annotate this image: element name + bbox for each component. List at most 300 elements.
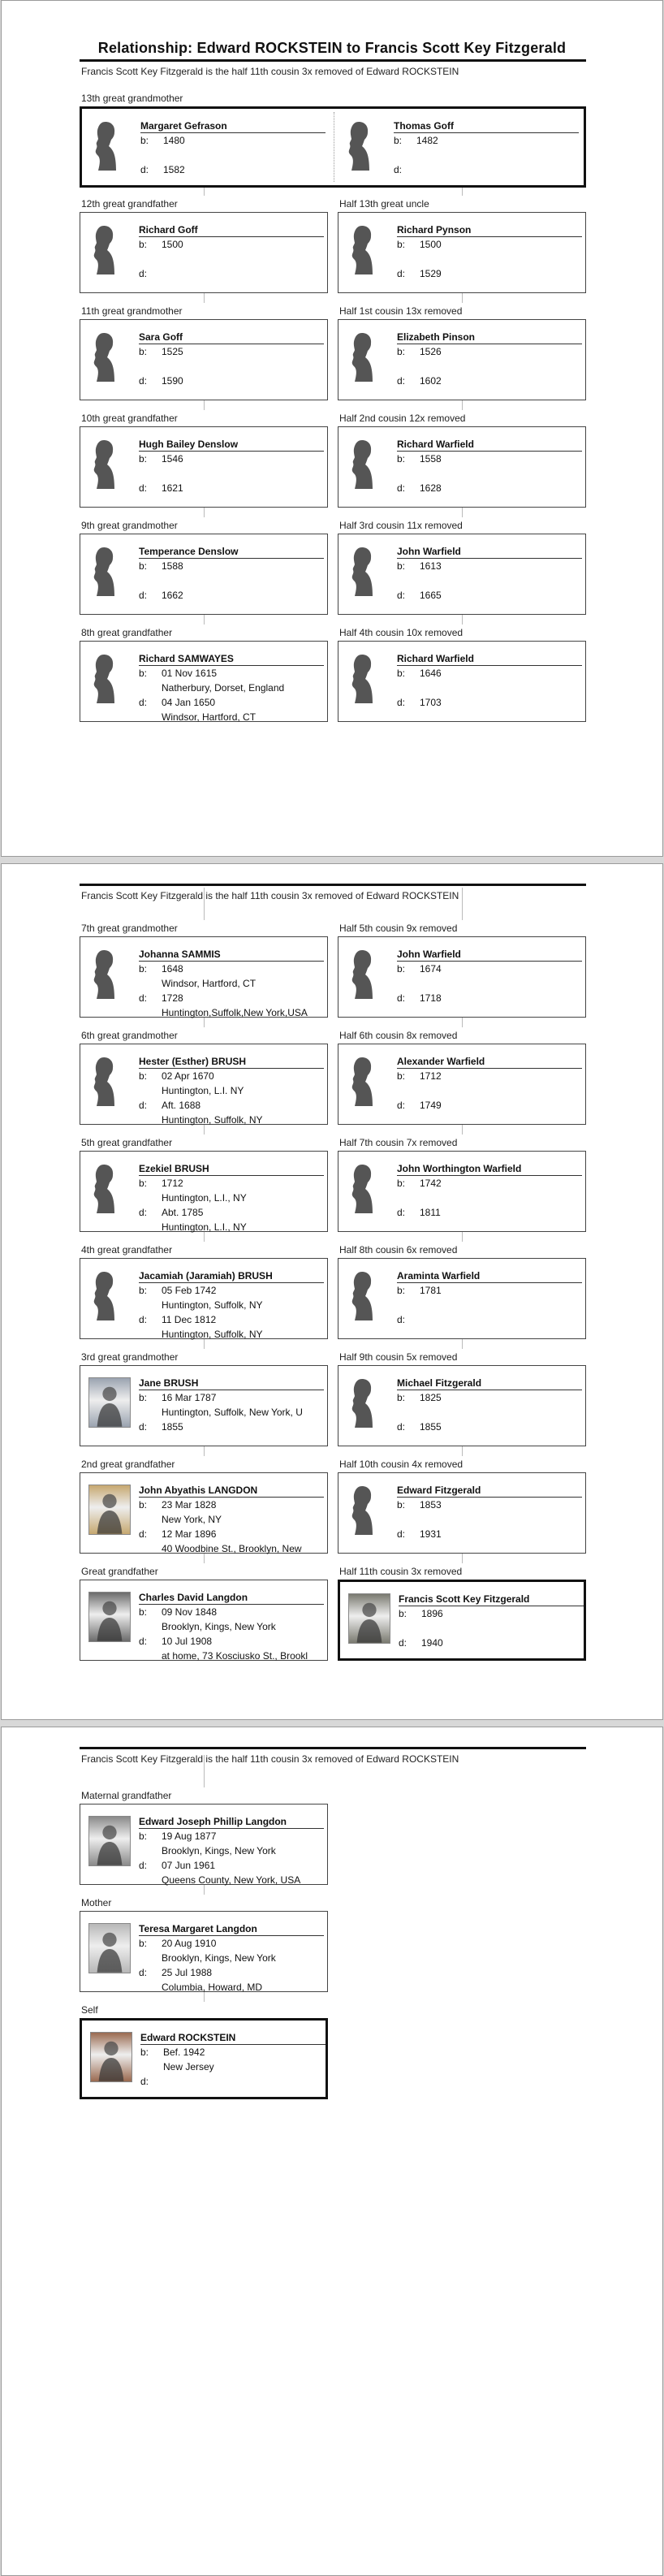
person-card[interactable] bbox=[338, 212, 586, 293]
birth-place-row bbox=[397, 682, 585, 694]
person-card[interactable] bbox=[80, 534, 328, 615]
relationship-label: 11th great grandmother bbox=[81, 305, 183, 317]
field-key: d: bbox=[139, 1421, 148, 1433]
death-place-row bbox=[139, 1436, 327, 1447]
death-date-row bbox=[394, 164, 582, 175]
relationship-label: 12th great grandfather bbox=[81, 198, 178, 210]
field-key: b: bbox=[139, 560, 148, 572]
death-date-row bbox=[139, 1528, 327, 1540]
field-key: b: bbox=[397, 1392, 406, 1403]
death-place-row bbox=[139, 711, 327, 723]
birth-date-row bbox=[397, 560, 585, 572]
field-key: d: bbox=[399, 1637, 407, 1649]
person-card[interactable] bbox=[338, 1258, 586, 1339]
relationship-label: 6th great grandmother bbox=[81, 1030, 178, 1041]
field-value: 1712 bbox=[162, 1178, 183, 1189]
death-date-row bbox=[397, 375, 585, 387]
relationship-label: 5th great grandfather bbox=[81, 1137, 173, 1148]
silhouette-icon bbox=[351, 439, 373, 489]
field-key: b: bbox=[139, 1830, 148, 1842]
field-value: 1896 bbox=[421, 1608, 443, 1619]
person-card[interactable] bbox=[80, 212, 328, 293]
field-value: 1602 bbox=[420, 375, 442, 387]
person-photo bbox=[88, 1485, 131, 1535]
death-date-row bbox=[397, 268, 585, 279]
birth-place-row bbox=[397, 978, 585, 989]
relationship-label: Half 4th cousin 10x removed bbox=[339, 627, 464, 638]
death-place-row bbox=[139, 1329, 327, 1340]
field-value: 1480 bbox=[163, 135, 185, 146]
person-card[interactable] bbox=[80, 2018, 328, 2099]
silhouette-icon bbox=[93, 439, 114, 489]
page-gap bbox=[0, 857, 664, 863]
relationship-label: 2nd great grandfather bbox=[81, 1459, 175, 1470]
connector-line bbox=[204, 1018, 205, 1027]
title-rule bbox=[80, 884, 586, 886]
birth-place-row bbox=[139, 1192, 327, 1204]
connector-line bbox=[204, 1885, 205, 1895]
field-key: b: bbox=[140, 135, 149, 146]
person-card[interactable] bbox=[338, 641, 586, 722]
person-card[interactable] bbox=[80, 319, 328, 400]
person-card[interactable] bbox=[80, 1804, 328, 1885]
field-value: 09 Nov 1848 bbox=[162, 1606, 218, 1618]
birth-place-row bbox=[397, 361, 585, 372]
field-value: 20 Aug 1910 bbox=[162, 1938, 217, 1949]
death-date-row bbox=[139, 1860, 327, 1871]
silhouette-icon bbox=[351, 224, 373, 274]
person-name[interactable]: Margaret Gefrason bbox=[140, 120, 326, 133]
field-value: 1546 bbox=[162, 453, 183, 465]
person-card[interactable] bbox=[338, 426, 586, 508]
field-value: Aft. 1688 bbox=[162, 1100, 201, 1111]
connector-line bbox=[204, 1992, 205, 2002]
field-key: b: bbox=[139, 453, 148, 465]
person-card[interactable] bbox=[80, 641, 328, 722]
person-card[interactable] bbox=[80, 1044, 328, 1125]
person-card[interactable] bbox=[338, 1044, 586, 1125]
birth-date-row bbox=[140, 2047, 329, 2058]
death-date-row bbox=[139, 1100, 327, 1111]
connector-line bbox=[462, 400, 463, 410]
person-card[interactable] bbox=[80, 1472, 328, 1554]
person-card[interactable] bbox=[338, 1151, 586, 1232]
death-date-row bbox=[397, 992, 585, 1004]
connector-line bbox=[462, 1339, 463, 1349]
field-value: 1525 bbox=[162, 346, 183, 357]
field-value: 19 Aug 1877 bbox=[162, 1830, 217, 1842]
person-card[interactable] bbox=[338, 534, 586, 615]
relationship-label: Half 7th cousin 7x removed bbox=[339, 1137, 458, 1148]
connector-line bbox=[462, 1018, 463, 1027]
death-place-row bbox=[397, 1114, 585, 1126]
birth-date-row bbox=[139, 1392, 327, 1403]
field-key: d: bbox=[139, 1207, 148, 1218]
connector-line bbox=[204, 1446, 205, 1456]
field-value: New Jersey bbox=[163, 2061, 214, 2072]
death-place-row bbox=[139, 1982, 327, 1993]
silhouette-icon bbox=[93, 949, 114, 999]
birth-place-row bbox=[139, 1514, 327, 1525]
birth-place-row bbox=[397, 1192, 585, 1204]
relationship-label: 13th great grandmother bbox=[81, 93, 183, 104]
birth-date-row bbox=[397, 668, 585, 679]
death-date-row bbox=[139, 1636, 327, 1647]
field-key: d: bbox=[139, 1528, 148, 1540]
field-value: 1855 bbox=[420, 1421, 442, 1433]
person-name[interactable]: Araminta Warfield bbox=[397, 1270, 582, 1283]
person-photo bbox=[88, 1923, 131, 1973]
couple-right bbox=[335, 109, 584, 185]
birth-date-row bbox=[399, 1608, 587, 1619]
death-date-row bbox=[397, 1528, 585, 1540]
birth-date-row bbox=[139, 1606, 327, 1618]
death-place-row bbox=[397, 604, 585, 616]
death-date-row bbox=[139, 482, 327, 494]
silhouette-icon bbox=[351, 1485, 373, 1535]
connector-line bbox=[462, 1232, 463, 1242]
person-name[interactable]: Jane BRUSH bbox=[139, 1377, 324, 1390]
field-value: 1811 bbox=[420, 1207, 441, 1218]
field-key: d: bbox=[139, 1636, 148, 1647]
connector-line bbox=[204, 1755, 205, 1787]
birth-place-row bbox=[397, 1299, 585, 1311]
field-value: 1665 bbox=[420, 590, 442, 601]
field-key: d: bbox=[397, 1207, 406, 1218]
person-photo bbox=[90, 2032, 132, 2082]
field-value: 1940 bbox=[421, 1637, 443, 1649]
person-card[interactable] bbox=[338, 1580, 586, 1661]
field-key: b: bbox=[139, 963, 148, 975]
person-name[interactable]: Elizabeth Pinson bbox=[397, 331, 582, 344]
relationship-label: 10th great grandfather bbox=[81, 413, 178, 424]
death-date-row bbox=[140, 2076, 329, 2087]
death-place-row bbox=[139, 604, 327, 616]
silhouette-icon bbox=[351, 546, 373, 596]
field-key: b: bbox=[399, 1608, 407, 1619]
connector-line bbox=[462, 1125, 463, 1135]
field-key: b: bbox=[397, 1499, 406, 1511]
silhouette-icon bbox=[93, 1270, 114, 1320]
field-value: Brooklyn, Kings, New York bbox=[162, 1621, 276, 1632]
person-name[interactable]: Hugh Bailey Denslow bbox=[139, 439, 324, 452]
death-place-row bbox=[139, 1221, 327, 1233]
field-key: b: bbox=[397, 346, 406, 357]
person-name[interactable]: Temperance Denslow bbox=[139, 546, 324, 559]
relationship-summary: Francis Scott Key Fitzgerald is the half 11th cousin 3x removed of Edward ROCKSTEIN bbox=[81, 66, 459, 77]
person-card[interactable] bbox=[80, 426, 328, 508]
death-date-row bbox=[397, 482, 585, 494]
relationship-label: Half 3rd cousin 11x removed bbox=[339, 520, 463, 531]
person-name[interactable]: John Abyathis LANGDON bbox=[139, 1485, 324, 1498]
field-value: 1529 bbox=[420, 268, 442, 279]
person-name[interactable]: Sara Goff bbox=[139, 331, 324, 344]
relationship-summary: Francis Scott Key Fitzgerald is the half 11th cousin 3x removed of Edward ROCKSTEIN bbox=[81, 890, 459, 901]
field-value: 1749 bbox=[420, 1100, 442, 1111]
person-card[interactable] bbox=[338, 1472, 586, 1554]
report-page bbox=[1, 863, 663, 1720]
silhouette-icon bbox=[93, 331, 114, 382]
field-value: 1621 bbox=[162, 482, 183, 494]
field-value: Columbia, Howard, MD bbox=[162, 1982, 263, 1993]
field-value: Huntington, L.I., NY bbox=[162, 1192, 247, 1204]
person-card[interactable] bbox=[80, 1151, 328, 1232]
death-place-row bbox=[139, 1650, 327, 1662]
field-key: d: bbox=[140, 164, 149, 175]
field-key: d: bbox=[397, 1100, 406, 1111]
person-name[interactable]: Francis Scott Key Fitzgerald bbox=[399, 1593, 584, 1606]
silhouette-icon bbox=[348, 120, 369, 171]
death-place-row bbox=[397, 1221, 585, 1233]
birth-date-row bbox=[139, 668, 327, 679]
birth-date-row bbox=[397, 1499, 585, 1511]
field-key: b: bbox=[139, 1392, 148, 1403]
death-place-row bbox=[397, 497, 585, 508]
field-value: Huntington, Suffolk, NY bbox=[162, 1114, 263, 1126]
death-date-row bbox=[397, 590, 585, 601]
connector-line bbox=[462, 1554, 463, 1563]
death-place-row bbox=[140, 2090, 329, 2102]
field-key: d: bbox=[139, 1100, 148, 1111]
person-photo bbox=[348, 1593, 390, 1644]
field-key: b: bbox=[397, 963, 406, 975]
birth-place-row bbox=[139, 1085, 327, 1096]
field-key: d: bbox=[397, 992, 406, 1004]
person-name[interactable]: Edward Joseph Phillip Langdon bbox=[139, 1816, 324, 1829]
person-card[interactable] bbox=[338, 319, 586, 400]
relationship-label: Mother bbox=[81, 1897, 112, 1908]
title-rule bbox=[80, 59, 586, 62]
field-value: 1628 bbox=[420, 482, 442, 494]
person-name[interactable]: Richard Warfield bbox=[397, 653, 582, 666]
field-value: Queens County, New York, USA bbox=[162, 1874, 301, 1886]
connector-line bbox=[462, 293, 463, 303]
birth-date-row bbox=[397, 453, 585, 465]
person-name[interactable]: Teresa Margaret Langdon bbox=[139, 1923, 324, 1936]
field-key: b: bbox=[397, 560, 406, 572]
person-name[interactable]: Ezekiel BRUSH bbox=[139, 1163, 324, 1176]
person-card[interactable] bbox=[80, 1365, 328, 1446]
field-value: 1703 bbox=[420, 697, 442, 708]
person-card[interactable] bbox=[80, 1580, 328, 1661]
death-date-row bbox=[397, 1100, 585, 1111]
birth-place-row bbox=[397, 575, 585, 586]
person-name[interactable]: Edward ROCKSTEIN bbox=[140, 2032, 326, 2045]
connector-line bbox=[462, 188, 463, 196]
field-value: 16 Mar 1787 bbox=[162, 1392, 217, 1403]
field-value: 1712 bbox=[420, 1070, 442, 1082]
birth-place-row bbox=[397, 1514, 585, 1525]
field-value: Huntington, Suffolk, NY bbox=[162, 1329, 263, 1340]
relationship-label: Maternal grandfather bbox=[81, 1790, 172, 1801]
field-key: b: bbox=[394, 135, 403, 146]
couple-left bbox=[82, 109, 330, 185]
birth-date-row bbox=[139, 346, 327, 357]
field-value: 1853 bbox=[420, 1499, 442, 1511]
person-card[interactable] bbox=[338, 1365, 586, 1446]
death-date-row bbox=[397, 1207, 585, 1218]
death-date-row bbox=[397, 697, 585, 708]
relationship-label: Half 10th cousin 4x removed bbox=[339, 1459, 464, 1470]
relationship-label: 7th great grandmother bbox=[81, 923, 178, 934]
field-value: 10 Jul 1908 bbox=[162, 1636, 213, 1647]
person-name[interactable]: Charles David Langdon bbox=[139, 1592, 324, 1605]
death-place-row bbox=[139, 1114, 327, 1126]
birth-date-row bbox=[139, 1938, 327, 1949]
person-card[interactable] bbox=[80, 1258, 328, 1339]
person-name[interactable]: Alexander Warfield bbox=[397, 1056, 582, 1069]
field-value: 1728 bbox=[162, 992, 183, 1004]
relationship-summary: Francis Scott Key Fitzgerald is the half 11th cousin 3x removed of Edward ROCKSTEIN bbox=[81, 1753, 459, 1765]
field-key: d: bbox=[140, 2076, 149, 2087]
silhouette-icon bbox=[93, 1163, 114, 1213]
field-key: d: bbox=[139, 697, 148, 708]
field-value: Windsor, Hartford, CT bbox=[162, 711, 257, 723]
couple-card[interactable] bbox=[80, 106, 586, 188]
death-date-row bbox=[397, 1314, 585, 1325]
connector-line bbox=[204, 1339, 205, 1349]
person-name[interactable]: Thomas Goff bbox=[394, 120, 579, 133]
field-key: b: bbox=[397, 1178, 406, 1189]
person-name[interactable]: Richard Pynson bbox=[397, 224, 582, 237]
death-place-row bbox=[139, 1874, 327, 1886]
death-date-row bbox=[140, 164, 329, 175]
field-key: b: bbox=[139, 1070, 148, 1082]
death-date-row bbox=[139, 268, 327, 279]
death-date-row bbox=[139, 1207, 327, 1218]
field-key: b: bbox=[139, 1285, 148, 1296]
person-name[interactable]: Richard Goff bbox=[139, 224, 324, 237]
silhouette-icon bbox=[351, 949, 373, 999]
death-place-row bbox=[139, 390, 327, 401]
person-card[interactable] bbox=[338, 936, 586, 1018]
death-place-row bbox=[399, 1652, 587, 1663]
field-key: d: bbox=[397, 590, 406, 601]
birth-place-row bbox=[139, 361, 327, 372]
birth-date-row bbox=[397, 1070, 585, 1082]
relationship-label: Great grandfather bbox=[81, 1566, 158, 1577]
person-name[interactable]: Johanna SAMMIS bbox=[139, 949, 324, 962]
relationship-label: 9th great grandmother bbox=[81, 520, 178, 531]
birth-date-row bbox=[139, 239, 327, 250]
death-place-row bbox=[397, 1007, 585, 1018]
birth-place-row bbox=[139, 575, 327, 586]
death-date-row bbox=[139, 1314, 327, 1325]
connector-line bbox=[204, 508, 205, 517]
person-name[interactable]: Richard Warfield bbox=[397, 439, 582, 452]
birth-date-row bbox=[139, 1178, 327, 1189]
death-place-row bbox=[397, 1436, 585, 1447]
field-key: d: bbox=[397, 1314, 406, 1325]
person-name[interactable]: John Worthington Warfield bbox=[397, 1163, 582, 1176]
birth-place-row bbox=[139, 1407, 327, 1418]
birth-place-row bbox=[397, 468, 585, 479]
death-date-row bbox=[139, 1421, 327, 1433]
person-name[interactable]: Hester (Esther) BRUSH bbox=[139, 1056, 324, 1069]
birth-place-row bbox=[397, 1407, 585, 1418]
birth-date-row bbox=[139, 963, 327, 975]
field-key: b: bbox=[139, 668, 148, 679]
field-value: 1588 bbox=[162, 560, 183, 572]
death-date-row bbox=[139, 590, 327, 601]
field-value: 1646 bbox=[420, 668, 442, 679]
field-value: 1582 bbox=[163, 164, 185, 175]
field-value: 1648 bbox=[162, 963, 183, 975]
field-key: b: bbox=[140, 2047, 149, 2058]
birth-place-row bbox=[139, 978, 327, 989]
person-card[interactable] bbox=[80, 936, 328, 1018]
relationship-label: Half 5th cousin 9x removed bbox=[339, 923, 458, 934]
silhouette-icon bbox=[351, 331, 373, 382]
silhouette-icon bbox=[351, 1270, 373, 1320]
death-date-row bbox=[139, 375, 327, 387]
birth-date-row bbox=[139, 1499, 327, 1511]
field-value: 02 Apr 1670 bbox=[162, 1070, 214, 1082]
connector-line bbox=[204, 1232, 205, 1242]
field-value: 1855 bbox=[162, 1421, 183, 1433]
field-value: 1500 bbox=[162, 239, 183, 250]
relationship-label: 3rd great grandmother bbox=[81, 1351, 179, 1363]
field-value: 1613 bbox=[420, 560, 442, 572]
connector-line bbox=[204, 888, 205, 920]
birth-date-row bbox=[139, 453, 327, 465]
field-key: d: bbox=[397, 1421, 406, 1433]
death-place-row bbox=[397, 283, 585, 294]
person-card[interactable] bbox=[80, 1911, 328, 1992]
field-key: d: bbox=[397, 268, 406, 279]
field-key: d: bbox=[397, 697, 406, 708]
relationship-label: Half 2nd cousin 12x removed bbox=[339, 413, 466, 424]
person-photo bbox=[88, 1377, 131, 1428]
connector-line bbox=[204, 615, 205, 625]
death-place-row bbox=[139, 283, 327, 294]
relationship-label: Half 1st cousin 13x removed bbox=[339, 305, 463, 317]
person-name[interactable]: Richard SAMWAYES bbox=[139, 653, 324, 666]
person-name[interactable]: John Warfield bbox=[397, 949, 582, 962]
birth-date-row bbox=[139, 1070, 327, 1082]
person-name[interactable]: Edward Fitzgerald bbox=[397, 1485, 582, 1498]
report-title: Relationship: Edward ROCKSTEIN to Francis Scott Key Fitzgerald bbox=[97, 40, 567, 56]
field-value: Huntington, Suffolk, NY bbox=[162, 1299, 263, 1311]
field-key: b: bbox=[139, 239, 148, 250]
relationship-label: Half 11th cousin 3x removed bbox=[339, 1566, 463, 1577]
field-value: 1825 bbox=[420, 1392, 442, 1403]
field-value: 1500 bbox=[420, 239, 442, 250]
field-key: d: bbox=[139, 375, 148, 387]
connector-line bbox=[204, 188, 205, 196]
relationship-label: Half 9th cousin 5x removed bbox=[339, 1351, 458, 1363]
person-name[interactable]: John Warfield bbox=[397, 546, 582, 559]
field-key: d: bbox=[139, 1314, 148, 1325]
person-name[interactable]: Michael Fitzgerald bbox=[397, 1377, 582, 1390]
field-key: b: bbox=[397, 668, 406, 679]
birth-date-row bbox=[397, 346, 585, 357]
field-value: Huntington, L.I., NY bbox=[162, 1221, 247, 1233]
person-name[interactable]: Jacamiah (Jaramiah) BRUSH bbox=[139, 1270, 324, 1283]
field-key: b: bbox=[139, 1606, 148, 1618]
field-key: d: bbox=[139, 482, 148, 494]
death-place-row bbox=[397, 390, 585, 401]
birth-date-row bbox=[139, 1830, 327, 1842]
death-date-row bbox=[397, 1421, 585, 1433]
field-value: 1718 bbox=[420, 992, 442, 1004]
field-value: 1526 bbox=[420, 346, 442, 357]
connector-line bbox=[462, 1446, 463, 1456]
field-key: d: bbox=[139, 1860, 148, 1871]
field-key: b: bbox=[397, 239, 406, 250]
death-date-row bbox=[139, 992, 327, 1004]
title-rule bbox=[80, 1747, 586, 1749]
